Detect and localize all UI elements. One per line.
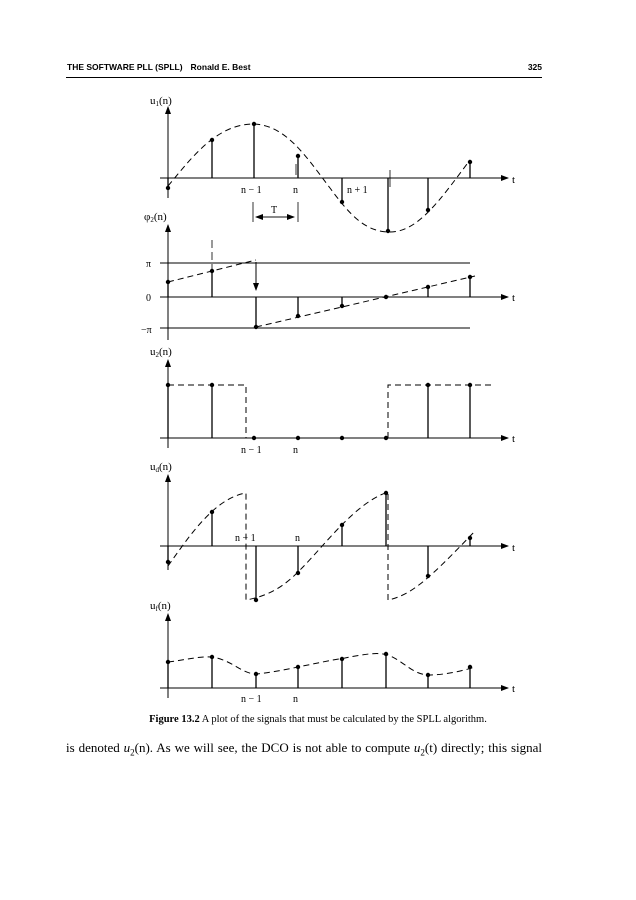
var-u: u: [123, 740, 131, 755]
tick-label-n: n: [293, 694, 298, 705]
ylabel-u1: u1(n): [150, 95, 172, 108]
sample-dot: [210, 510, 214, 514]
ylabel-uf: uf(n): [150, 600, 171, 613]
ylabel-phi2: φ2(n): [144, 211, 167, 224]
label-zero: 0: [146, 293, 151, 304]
sample-dot: [426, 383, 430, 387]
ylabel-u2: u2(n): [150, 346, 172, 359]
period-label: T: [271, 205, 278, 216]
sample-dot: [468, 160, 472, 164]
sample-dot: [296, 154, 300, 158]
sample-dot: [426, 673, 430, 677]
uf-samples: [166, 652, 472, 688]
figure-caption: [0, 714, 636, 725]
tick-label-n: n: [293, 185, 298, 196]
sample-dot: [166, 186, 170, 190]
u2-samples: [166, 383, 472, 440]
var-sub: 2: [420, 747, 425, 758]
t-label: t: [512, 542, 516, 554]
sample-dot: [254, 325, 258, 329]
sample-dot: [166, 383, 170, 387]
sample-dot: [468, 665, 472, 669]
panel-phi2: [141, 211, 515, 340]
u2-dashed-square: [168, 385, 492, 438]
t-label: t: [512, 292, 516, 304]
sample-dot: [384, 491, 388, 495]
sample-dot: [468, 536, 472, 540]
tick-label-n-1: n − 1: [241, 445, 262, 456]
sample-dot: [210, 655, 214, 659]
tick-label-n+1: n + 1: [347, 185, 368, 196]
var-arg: (n): [134, 740, 150, 755]
phi2-ramp-2: [256, 276, 475, 327]
sample-dot: [426, 208, 430, 212]
ylabel-ud: ud(n): [150, 461, 172, 474]
sample-dot: [252, 122, 256, 126]
t-label: t: [512, 174, 516, 186]
sample-dot: [166, 660, 170, 664]
body-text-1: is denoted: [66, 740, 124, 755]
sample-dot: [254, 672, 258, 676]
sample-dot: [340, 200, 344, 204]
var-sub: 2: [130, 747, 135, 758]
sample-dot: [468, 383, 472, 387]
sample-dot: [386, 229, 390, 233]
sample-dot: [468, 275, 472, 279]
tick-label-n-1: n − 1: [235, 533, 256, 544]
sample-dot: [210, 383, 214, 387]
body-paragraph: [66, 740, 542, 758]
sample-dot: [296, 571, 300, 575]
sample-dot: [252, 436, 256, 440]
tick-label-n: n: [293, 445, 298, 456]
header-author: Ronald E. Best: [190, 62, 251, 72]
label-pi: π: [146, 259, 152, 270]
panel-u2: [150, 346, 515, 456]
sample-dot: [426, 285, 430, 289]
label-minus-pi: −π: [141, 325, 152, 336]
sample-dot: [384, 295, 388, 299]
page-number: 325: [527, 62, 542, 72]
tick-label-n-1: n − 1: [241, 694, 262, 705]
sample-dot: [210, 138, 214, 142]
phi2-samples: [166, 269, 472, 329]
sample-dot: [384, 652, 388, 656]
panel-ud: [150, 461, 515, 602]
body-text-2: . As we will see, the DCO is not able to compute: [149, 740, 414, 755]
sample-dot: [166, 280, 170, 284]
var-arg: (t): [424, 740, 438, 755]
body-text-3: directly; this signal: [437, 740, 543, 755]
tick-label-n: n: [295, 533, 300, 544]
sample-dot: [384, 436, 388, 440]
sample-dot: [296, 665, 300, 669]
sample-dot: [166, 560, 170, 564]
caption-label: Figure 13.2: [149, 714, 200, 725]
sample-dot: [340, 657, 344, 661]
sample-dot: [210, 269, 214, 273]
t-label: t: [512, 683, 516, 695]
sample-dot: [340, 436, 344, 440]
panel-uf: [150, 600, 515, 705]
var-u: u: [413, 740, 421, 755]
tick-label-n-1: n − 1: [241, 185, 262, 196]
sample-dot: [340, 304, 344, 308]
header-title: THE SOFTWARE PLL (SPLL): [67, 62, 183, 72]
sample-dot: [296, 436, 300, 440]
sample-dot: [426, 574, 430, 578]
caption-text: A plot of the signals that must be calculated by the SPLL algorithm.: [199, 714, 487, 725]
panel-u1: [150, 95, 515, 233]
sample-dot: [254, 598, 258, 602]
sample-dot: [296, 314, 300, 318]
t-label: t: [512, 433, 516, 445]
sample-dot: [340, 523, 344, 527]
